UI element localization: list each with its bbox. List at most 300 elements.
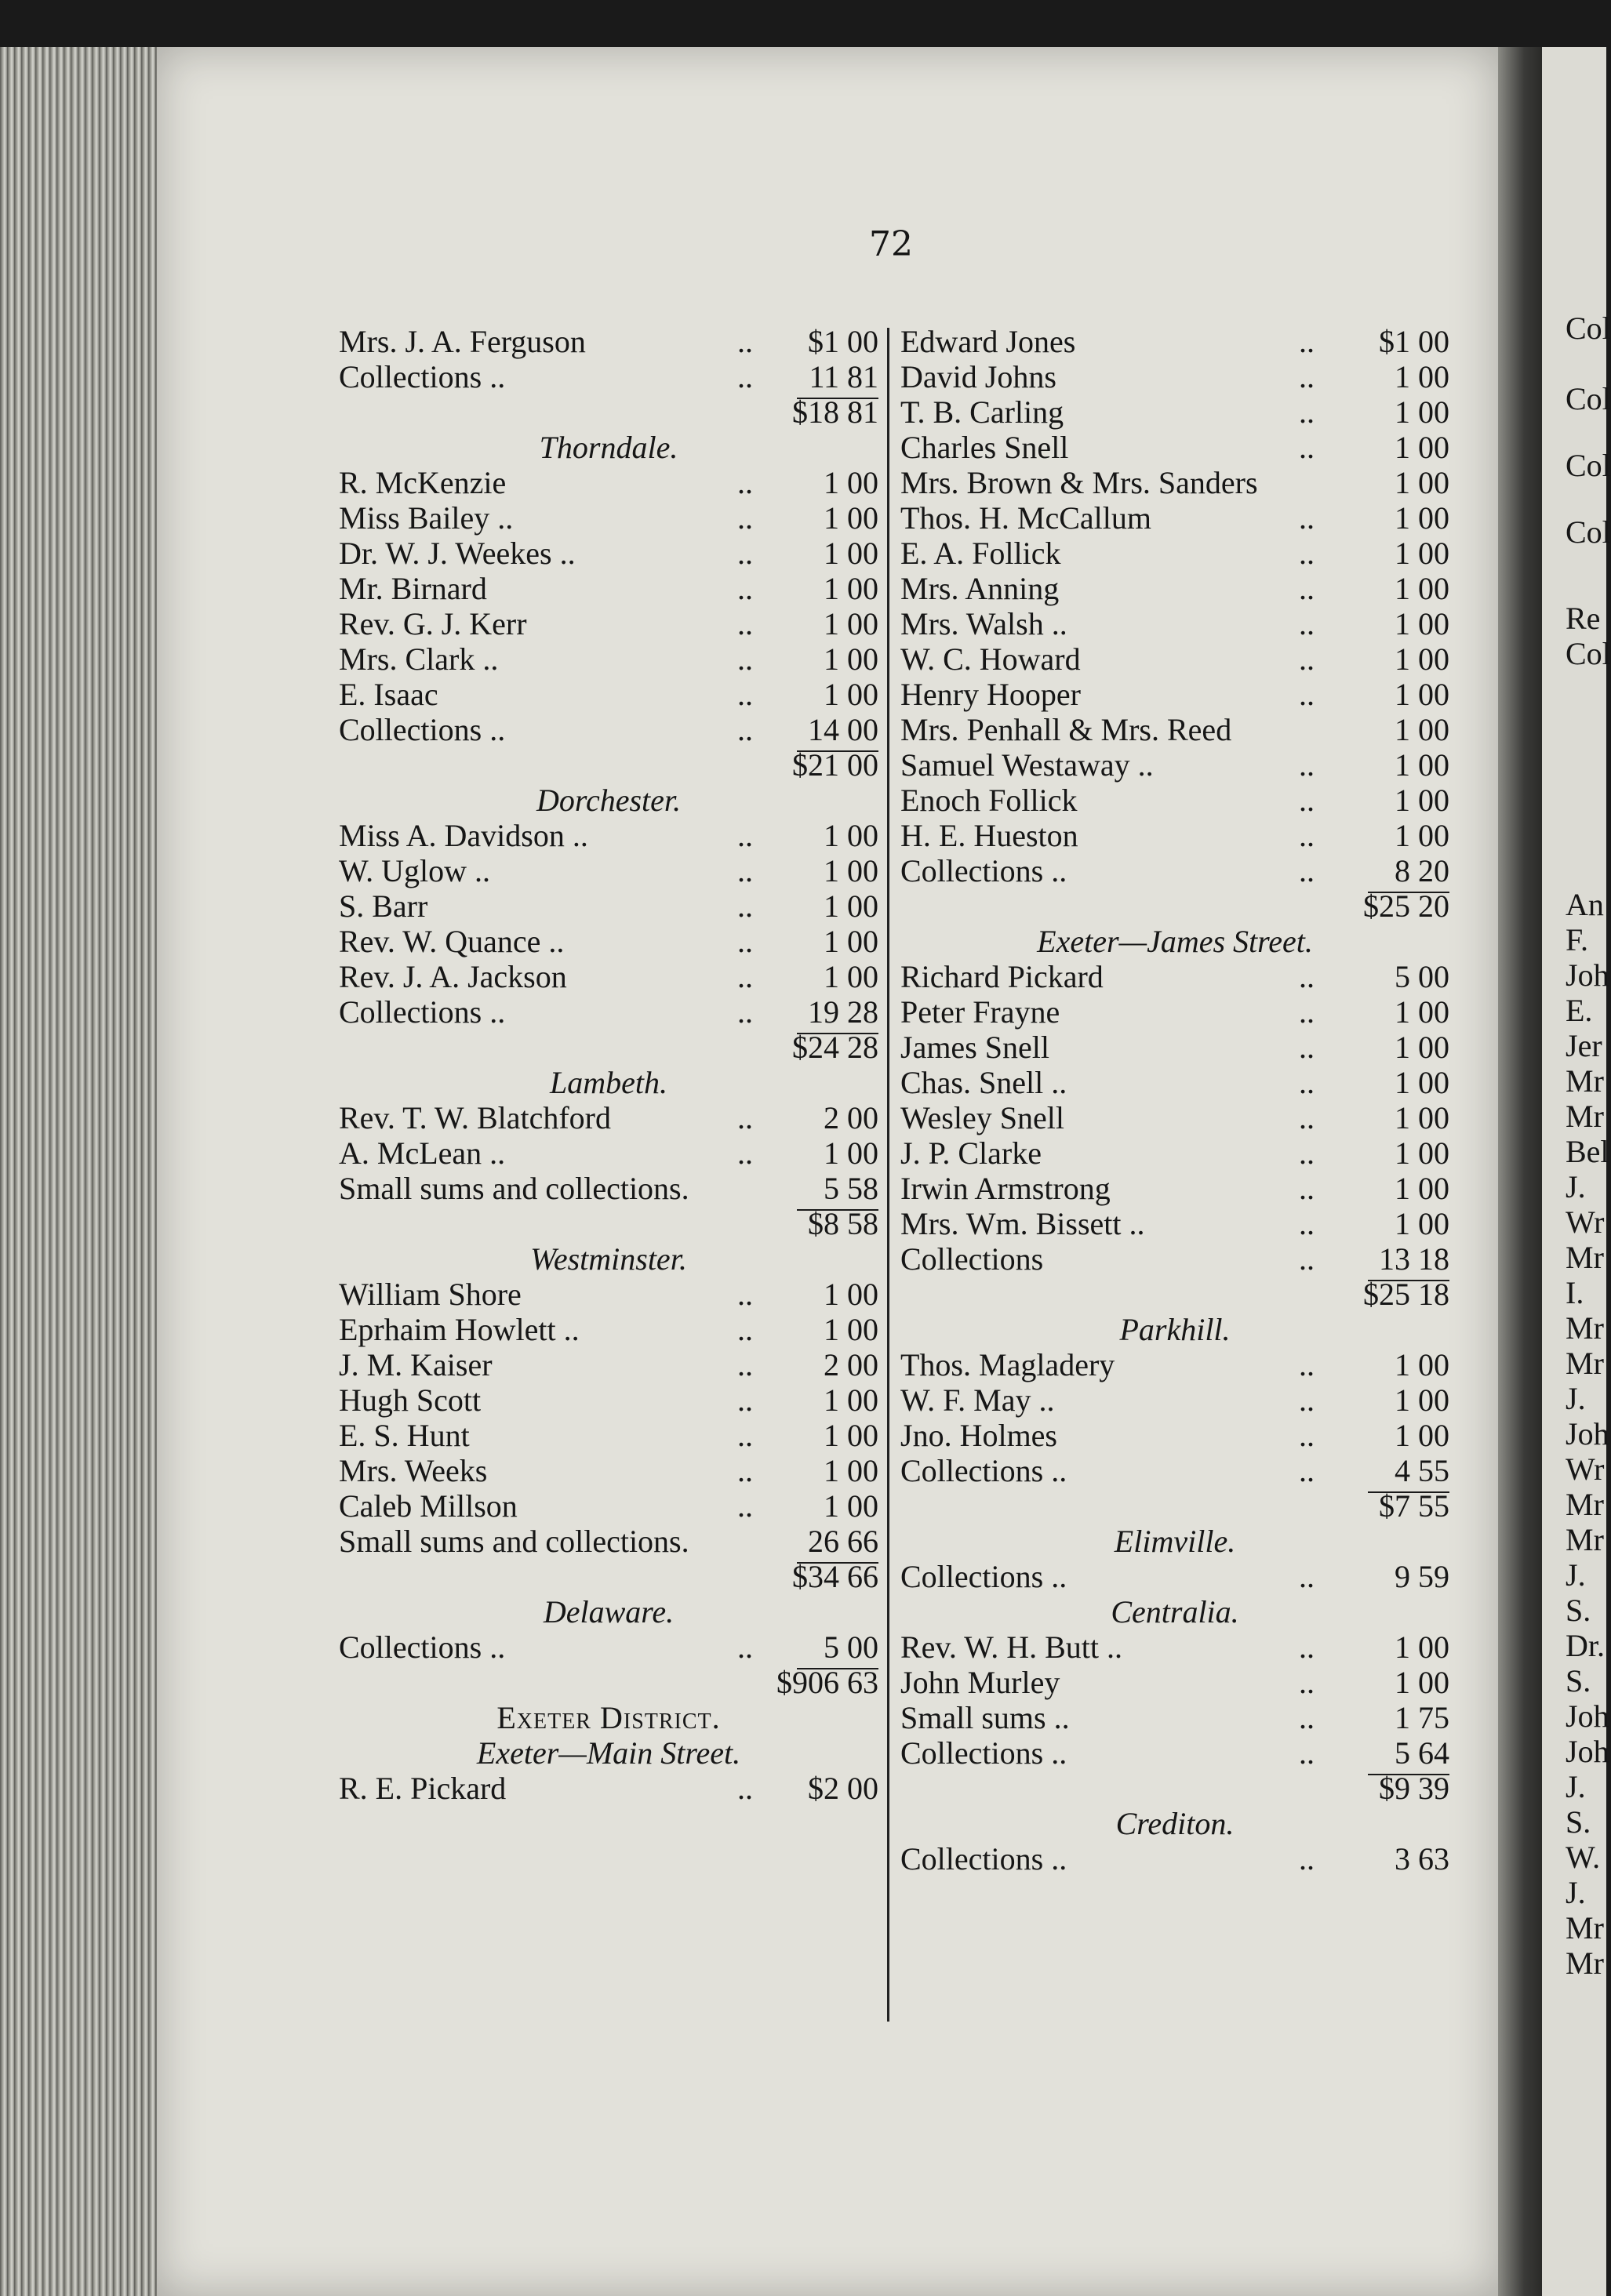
ledger-entry xyxy=(339,924,878,959)
book-gutter xyxy=(1498,47,1542,2296)
circuit-heading: Delaware. xyxy=(543,1594,675,1629)
leader-dots: .. xyxy=(737,994,753,1030)
facing-page-fragment: S. xyxy=(1566,1804,1591,1840)
ledger-entry xyxy=(900,677,1449,712)
subtotal-row xyxy=(339,394,878,430)
circuit-heading: Thorndale. xyxy=(539,430,678,465)
donor-name: R. McKenzie xyxy=(339,465,507,500)
ledger-entry xyxy=(900,359,1449,394)
facing-page-fragment: Joh xyxy=(1566,1416,1609,1451)
ledger-entry xyxy=(900,783,1449,818)
ledger-entry xyxy=(339,359,878,394)
facing-page-fragment: Mr xyxy=(1566,1487,1604,1522)
ledger-entry xyxy=(900,500,1449,536)
leader-dots: .. xyxy=(737,1135,753,1171)
donor-name: Mrs. Walsh .. xyxy=(900,606,1067,641)
leader-dots: .. xyxy=(737,324,753,359)
facing-page-fragment: An xyxy=(1566,887,1604,922)
circuit-heading: Dorchester. xyxy=(536,783,682,818)
leader-dots: .. xyxy=(1299,818,1315,853)
subtotal-amount: $24 28 xyxy=(792,1030,878,1065)
right-column-ledger xyxy=(900,324,1449,1876)
donation-amount: 1 00 xyxy=(1395,1418,1449,1453)
facing-page-fragment: Mr xyxy=(1566,1310,1604,1346)
ledger-entry xyxy=(900,853,1449,888)
leader-dots: .. xyxy=(1299,641,1315,677)
ledger-entry xyxy=(339,1312,878,1347)
leader-dots: .. xyxy=(737,500,753,536)
donor-name: Irwin Armstrong xyxy=(900,1171,1111,1206)
donation-amount: 1 00 xyxy=(1395,783,1449,818)
leader-dots: .. xyxy=(1299,606,1315,641)
facing-page-fragment: I. xyxy=(1566,1275,1584,1310)
donor-name: Collections .. xyxy=(900,1559,1067,1594)
donation-amount: 1 00 xyxy=(1395,747,1449,783)
donation-amount: 1 00 xyxy=(1395,1171,1449,1206)
leader-dots: .. xyxy=(1299,1735,1315,1771)
donor-name: J. P. Clarke xyxy=(900,1135,1042,1171)
donor-name: Collections .. xyxy=(900,1735,1067,1771)
leader-dots: .. xyxy=(737,1382,753,1418)
donation-amount: 5 58 xyxy=(824,1171,878,1206)
donor-name: Mrs. Anning xyxy=(900,571,1060,606)
ledger-entry xyxy=(339,571,878,606)
ledger-entry xyxy=(900,430,1449,465)
donation-amount: 19 28 xyxy=(808,994,878,1030)
ledger-entry xyxy=(900,1241,1449,1277)
donation-amount: 14 00 xyxy=(808,712,878,747)
ledger-entry xyxy=(900,959,1449,994)
donor-name: John Murley xyxy=(900,1665,1060,1700)
ledger-entry xyxy=(339,1171,878,1206)
facing-page-fragment: Wr xyxy=(1566,1204,1605,1240)
ledger-entry xyxy=(339,324,878,359)
donor-name: Thos. Magladery xyxy=(900,1347,1115,1382)
ledger-entry xyxy=(339,641,878,677)
subtotal-row xyxy=(339,1030,878,1065)
district-heading: Exeter District. xyxy=(496,1700,721,1735)
leader-dots: .. xyxy=(737,1277,753,1312)
book-page-edges xyxy=(0,47,157,2296)
facing-page-fragment: S. xyxy=(1566,1593,1591,1628)
ledger-entry xyxy=(339,1418,878,1453)
donor-name: Mrs. J. A. Ferguson xyxy=(339,324,586,359)
facing-page-fragment: Dr. xyxy=(1566,1628,1605,1663)
donation-amount: 1 00 xyxy=(824,924,878,959)
leader-dots: .. xyxy=(737,1771,753,1806)
facing-page-fragment: Jer xyxy=(1566,1028,1602,1063)
donation-amount: 1 00 xyxy=(1395,606,1449,641)
donation-amount: 1 00 xyxy=(824,641,878,677)
leader-dots: .. xyxy=(1299,1100,1315,1135)
leader-dots: .. xyxy=(1299,359,1315,394)
donor-name: Peter Frayne xyxy=(900,994,1060,1030)
donation-amount: 9 59 xyxy=(1395,1559,1449,1594)
leader-dots: .. xyxy=(737,536,753,571)
circuit-heading: Crediton. xyxy=(1115,1806,1235,1841)
leader-dots: .. xyxy=(737,641,753,677)
ledger-entry xyxy=(339,1629,878,1665)
facing-page-edge xyxy=(1542,47,1611,2296)
ledger-entry xyxy=(339,1382,878,1418)
ledger-entry xyxy=(339,606,878,641)
donation-amount: 1 00 xyxy=(1395,465,1449,500)
leader-dots: .. xyxy=(1299,1559,1315,1594)
subtotal-amount: $18 81 xyxy=(792,394,878,430)
leader-dots: .. xyxy=(737,677,753,712)
leader-dots: .. xyxy=(1299,1700,1315,1735)
donation-amount: 1 00 xyxy=(1395,712,1449,747)
ledger-entry xyxy=(900,1171,1449,1206)
donor-name: Small sums .. xyxy=(900,1700,1070,1735)
ledger-entry xyxy=(900,1629,1449,1665)
donor-name: R. E. Pickard xyxy=(339,1771,507,1806)
subtotal-amount: $34 66 xyxy=(792,1559,878,1594)
donation-amount: 1 00 xyxy=(824,853,878,888)
ledger-entry xyxy=(900,1347,1449,1382)
donation-amount: 1 00 xyxy=(824,500,878,536)
donor-name: Rev. G. J. Kerr xyxy=(339,606,527,641)
ledger-entry xyxy=(900,571,1449,606)
donor-name: Mrs. Clark .. xyxy=(339,641,499,677)
donation-amount: 1 00 xyxy=(824,571,878,606)
leader-dots: .. xyxy=(1299,1629,1315,1665)
ledger-entry xyxy=(900,641,1449,677)
leader-dots: .. xyxy=(1299,536,1315,571)
leader-dots: .. xyxy=(737,1347,753,1382)
facing-page-fragment: Mr xyxy=(1566,1910,1604,1945)
leader-dots: .. xyxy=(737,712,753,747)
donor-name: Mrs. Brown & Mrs. Sanders xyxy=(900,465,1258,500)
facing-page-fragment: Joh xyxy=(1566,957,1609,993)
donor-name: Collections .. xyxy=(900,1841,1067,1876)
ledger-entry xyxy=(900,1453,1449,1488)
donation-amount: 1 00 xyxy=(824,1418,878,1453)
facing-page-fragment: J. xyxy=(1566,1875,1586,1910)
donor-name: S. Barr xyxy=(339,888,428,924)
circuit-heading: Parkhill. xyxy=(1119,1312,1231,1347)
leader-dots: .. xyxy=(737,1100,753,1135)
subtotal-row xyxy=(900,888,1449,924)
leader-dots: .. xyxy=(737,1629,753,1665)
donor-name: T. B. Carling xyxy=(900,394,1064,430)
facing-page-fragment: Col xyxy=(1566,514,1611,550)
donor-name: Chas. Snell .. xyxy=(900,1065,1067,1100)
donation-amount: 1 00 xyxy=(1395,1665,1449,1700)
ledger-entry xyxy=(900,747,1449,783)
leader-dots: .. xyxy=(737,924,753,959)
leader-dots: .. xyxy=(737,465,753,500)
ledger-entry xyxy=(339,465,878,500)
ledger-entry xyxy=(900,1665,1449,1700)
donor-name: Collections .. xyxy=(339,1629,506,1665)
donation-amount: $2 00 xyxy=(808,1771,878,1806)
donation-amount: 1 00 xyxy=(824,536,878,571)
facing-page-fragment: J. xyxy=(1566,1169,1586,1204)
leader-dots: .. xyxy=(737,571,753,606)
subtotal-row xyxy=(339,1665,878,1700)
subtotal-amount: $906 63 xyxy=(776,1665,878,1700)
donation-amount: 1 00 xyxy=(824,1488,878,1524)
donor-name: Rev. J. A. Jackson xyxy=(339,959,567,994)
donor-name: Richard Pickard xyxy=(900,959,1104,994)
donor-name: Henry Hooper xyxy=(900,677,1081,712)
ledger-entry xyxy=(339,500,878,536)
subtotal-amount: $8 58 xyxy=(808,1206,878,1241)
ledger-entry xyxy=(900,1206,1449,1241)
circuit-heading: Lambeth. xyxy=(550,1065,667,1100)
subtotal-amount: $7 55 xyxy=(1379,1488,1449,1524)
facing-page-fragment: J. xyxy=(1566,1557,1586,1593)
donor-name: Jno. Holmes xyxy=(900,1418,1057,1453)
donation-amount: 1 00 xyxy=(824,606,878,641)
donor-name: E. Isaac xyxy=(339,677,438,712)
donation-amount: 4 55 xyxy=(1395,1453,1449,1488)
donation-amount: 1 00 xyxy=(1395,1382,1449,1418)
donation-amount: 13 18 xyxy=(1379,1241,1449,1277)
donation-amount: 2 00 xyxy=(824,1347,878,1382)
ledger-entry xyxy=(339,536,878,571)
donor-name: Eprhaim Howlett .. xyxy=(339,1312,580,1347)
donor-name: W. F. May .. xyxy=(900,1382,1055,1418)
leader-dots: .. xyxy=(1299,959,1315,994)
donor-name: Enoch Follick xyxy=(900,783,1078,818)
donation-amount: 1 00 xyxy=(1395,1629,1449,1665)
donor-name: Samuel Westaway .. xyxy=(900,747,1154,783)
subtotal-amount: $25 18 xyxy=(1363,1277,1449,1312)
donation-amount: 5 64 xyxy=(1395,1735,1449,1771)
facing-page-fragment: Joh xyxy=(1566,1734,1609,1769)
donation-amount: 11 81 xyxy=(809,359,878,394)
donor-name: David Johns xyxy=(900,359,1056,394)
facing-page-fragment: J. xyxy=(1566,1381,1586,1416)
ledger-entry xyxy=(900,1100,1449,1135)
ledger-entry xyxy=(339,677,878,712)
facing-page-fragment: Joh xyxy=(1566,1698,1609,1734)
donation-amount: 1 00 xyxy=(1395,994,1449,1030)
donation-amount: 1 00 xyxy=(1395,1030,1449,1065)
ledger-entry xyxy=(900,1135,1449,1171)
donor-name: A. McLean .. xyxy=(339,1135,506,1171)
donor-name: W. Uglow .. xyxy=(339,853,490,888)
column-divider xyxy=(887,328,889,2022)
leader-dots: .. xyxy=(1299,1206,1315,1241)
leader-dots: .. xyxy=(1299,677,1315,712)
donation-amount: 1 00 xyxy=(824,888,878,924)
circuit-heading: Exeter—Main Street. xyxy=(476,1735,741,1771)
circuit-heading: Exeter—James Street. xyxy=(1037,924,1313,959)
leader-dots: .. xyxy=(1299,1065,1315,1100)
leader-dots: .. xyxy=(737,1418,753,1453)
donor-name: William Shore xyxy=(339,1277,522,1312)
leader-dots: .. xyxy=(737,959,753,994)
leader-dots: .. xyxy=(1299,1382,1315,1418)
donor-name: Collections .. xyxy=(900,853,1067,888)
ledger-entry xyxy=(900,1700,1449,1735)
donor-name: Caleb Millson xyxy=(339,1488,518,1524)
leader-dots: .. xyxy=(1299,853,1315,888)
leader-dots: .. xyxy=(737,888,753,924)
ledger-entry xyxy=(339,1524,878,1559)
leader-dots: .. xyxy=(737,1488,753,1524)
subtotal-row xyxy=(900,1277,1449,1312)
ledger-entry xyxy=(339,712,878,747)
leader-dots: .. xyxy=(1299,1135,1315,1171)
ledger-entry xyxy=(900,1065,1449,1100)
donation-amount: 26 66 xyxy=(808,1524,878,1559)
facing-page-fragment: J. xyxy=(1566,1769,1586,1804)
donation-amount: 3 63 xyxy=(1395,1841,1449,1876)
donor-name: Rev. T. W. Blatchford xyxy=(339,1100,611,1135)
ledger-entry xyxy=(339,1277,878,1312)
donation-amount: 1 00 xyxy=(824,677,878,712)
leader-dots: .. xyxy=(1299,430,1315,465)
donor-name: E. A. Follick xyxy=(900,536,1061,571)
subtotal-row xyxy=(339,1559,878,1594)
ledger-entry xyxy=(900,1559,1449,1594)
subtotal-row xyxy=(339,747,878,783)
ledger-entry xyxy=(900,394,1449,430)
facing-page-fragment: Col xyxy=(1566,448,1611,483)
donation-amount: 1 00 xyxy=(1395,394,1449,430)
donation-amount: 1 00 xyxy=(1395,571,1449,606)
ledger-entry xyxy=(339,1347,878,1382)
facing-page-fragment: Re xyxy=(1566,601,1601,636)
donation-amount: 1 00 xyxy=(1395,1135,1449,1171)
leader-dots: .. xyxy=(737,1453,753,1488)
donor-name: Mrs. Wm. Bissett .. xyxy=(900,1206,1145,1241)
leader-dots: .. xyxy=(1299,571,1315,606)
donation-amount: 5 00 xyxy=(824,1629,878,1665)
leader-dots: .. xyxy=(1299,1171,1315,1206)
facing-page-fragment: Col xyxy=(1566,636,1611,671)
ledger-entry xyxy=(339,888,878,924)
ledger-entry xyxy=(900,712,1449,747)
donor-name: Collections xyxy=(900,1241,1044,1277)
facing-page-fragment: Mr xyxy=(1566,1346,1604,1381)
donor-name: E. S. Hunt xyxy=(339,1418,470,1453)
donor-name: Hugh Scott xyxy=(339,1382,482,1418)
leader-dots: .. xyxy=(737,853,753,888)
leader-dots: .. xyxy=(1299,1665,1315,1700)
facing-page-fragment: S. xyxy=(1566,1663,1591,1698)
leader-dots: .. xyxy=(737,359,753,394)
ledger-entry xyxy=(339,1453,878,1488)
facing-page-fragment: F. xyxy=(1566,922,1589,957)
donation-amount: 1 00 xyxy=(1395,500,1449,536)
donation-amount: 1 00 xyxy=(824,1135,878,1171)
donor-name: Wesley Snell xyxy=(900,1100,1064,1135)
leader-dots: .. xyxy=(1299,747,1315,783)
circuit-heading: Westminster. xyxy=(530,1241,687,1277)
donation-amount: 1 00 xyxy=(1395,1100,1449,1135)
donor-name: Miss A. Davidson .. xyxy=(339,818,588,853)
donor-name: Mr. Birnard xyxy=(339,571,487,606)
donation-amount: 1 00 xyxy=(1395,641,1449,677)
leader-dots: .. xyxy=(1299,994,1315,1030)
subtotal-row xyxy=(900,1771,1449,1806)
ledger-entry xyxy=(339,959,878,994)
leader-dots: .. xyxy=(1299,500,1315,536)
donor-name: Mrs. Weeks xyxy=(339,1453,488,1488)
facing-page-fragment: Col xyxy=(1566,311,1611,346)
ledger-entry xyxy=(339,1771,878,1806)
donation-amount: 1 00 xyxy=(1395,677,1449,712)
ledger-entry xyxy=(900,1735,1449,1771)
facing-page-fragment: Mr xyxy=(1566,1240,1604,1275)
donation-amount: 1 00 xyxy=(824,1312,878,1347)
ledger-entry xyxy=(900,818,1449,853)
donor-name: Collections .. xyxy=(339,994,506,1030)
circuit-heading: Elimville. xyxy=(1114,1524,1236,1559)
circuit-heading: Centralia. xyxy=(1111,1594,1239,1629)
donor-name: Miss Bailey .. xyxy=(339,500,514,536)
leader-dots: .. xyxy=(1299,1841,1315,1876)
ledger-entry xyxy=(900,1841,1449,1876)
facing-page-fragment: Mr xyxy=(1566,1522,1604,1557)
donation-amount: 1 00 xyxy=(824,465,878,500)
donation-amount: 5 00 xyxy=(1395,959,1449,994)
donation-amount: 1 00 xyxy=(1395,1065,1449,1100)
ledger-entry xyxy=(900,994,1449,1030)
donor-name: Collections .. xyxy=(339,359,506,394)
ledger-entry xyxy=(900,465,1449,500)
donation-amount: 1 00 xyxy=(824,818,878,853)
ledger-entry xyxy=(900,1418,1449,1453)
donor-name: Dr. W. J. Weekes .. xyxy=(339,536,576,571)
donation-amount: 1 00 xyxy=(1395,818,1449,853)
donation-amount: $1 00 xyxy=(1379,324,1449,359)
donor-name: W. C. Howard xyxy=(900,641,1081,677)
facing-page-fragment: Mr xyxy=(1566,1945,1604,1981)
donor-name: J. M. Kaiser xyxy=(339,1347,493,1382)
donation-amount: 1 00 xyxy=(824,959,878,994)
donation-amount: 1 75 xyxy=(1395,1700,1449,1735)
ledger-entry xyxy=(900,324,1449,359)
donation-amount: 1 00 xyxy=(824,1382,878,1418)
leader-dots: .. xyxy=(1299,1418,1315,1453)
ledger-entry xyxy=(900,536,1449,571)
facing-page-fragment: Mr xyxy=(1566,1063,1604,1099)
ledger-entry xyxy=(900,606,1449,641)
donor-name: Rev. W. H. Butt .. xyxy=(900,1629,1122,1665)
donor-name: Small sums and collections. xyxy=(339,1524,689,1559)
donor-name: Thos. H. McCallum xyxy=(900,500,1151,536)
donor-name: Collections .. xyxy=(339,712,506,747)
page-number: 72 xyxy=(869,224,913,264)
donor-name: Rev. W. Quance .. xyxy=(339,924,565,959)
facing-page-fragment: Bel xyxy=(1566,1134,1609,1169)
facing-page-fragment: W. xyxy=(1566,1840,1601,1875)
subtotal-amount: $21 00 xyxy=(792,747,878,783)
leader-dots: .. xyxy=(1299,324,1315,359)
donor-name: H. E. Hueston xyxy=(900,818,1078,853)
donation-amount: 8 20 xyxy=(1395,853,1449,888)
leader-dots: .. xyxy=(737,606,753,641)
facing-page-fragment: Col xyxy=(1566,381,1611,416)
facing-page-fragment: E. xyxy=(1566,993,1593,1028)
donation-amount: 1 00 xyxy=(1395,1347,1449,1382)
donor-name: Edward Jones xyxy=(900,324,1076,359)
donor-name: James Snell xyxy=(900,1030,1049,1065)
left-column-ledger xyxy=(339,324,878,1806)
leader-dots: .. xyxy=(1299,1453,1315,1488)
donation-amount: 1 00 xyxy=(824,1277,878,1312)
facing-page-fragment: Wr xyxy=(1566,1451,1605,1487)
ledger-entry xyxy=(900,1030,1449,1065)
leader-dots: .. xyxy=(1299,1347,1315,1382)
ledger-entry xyxy=(339,994,878,1030)
